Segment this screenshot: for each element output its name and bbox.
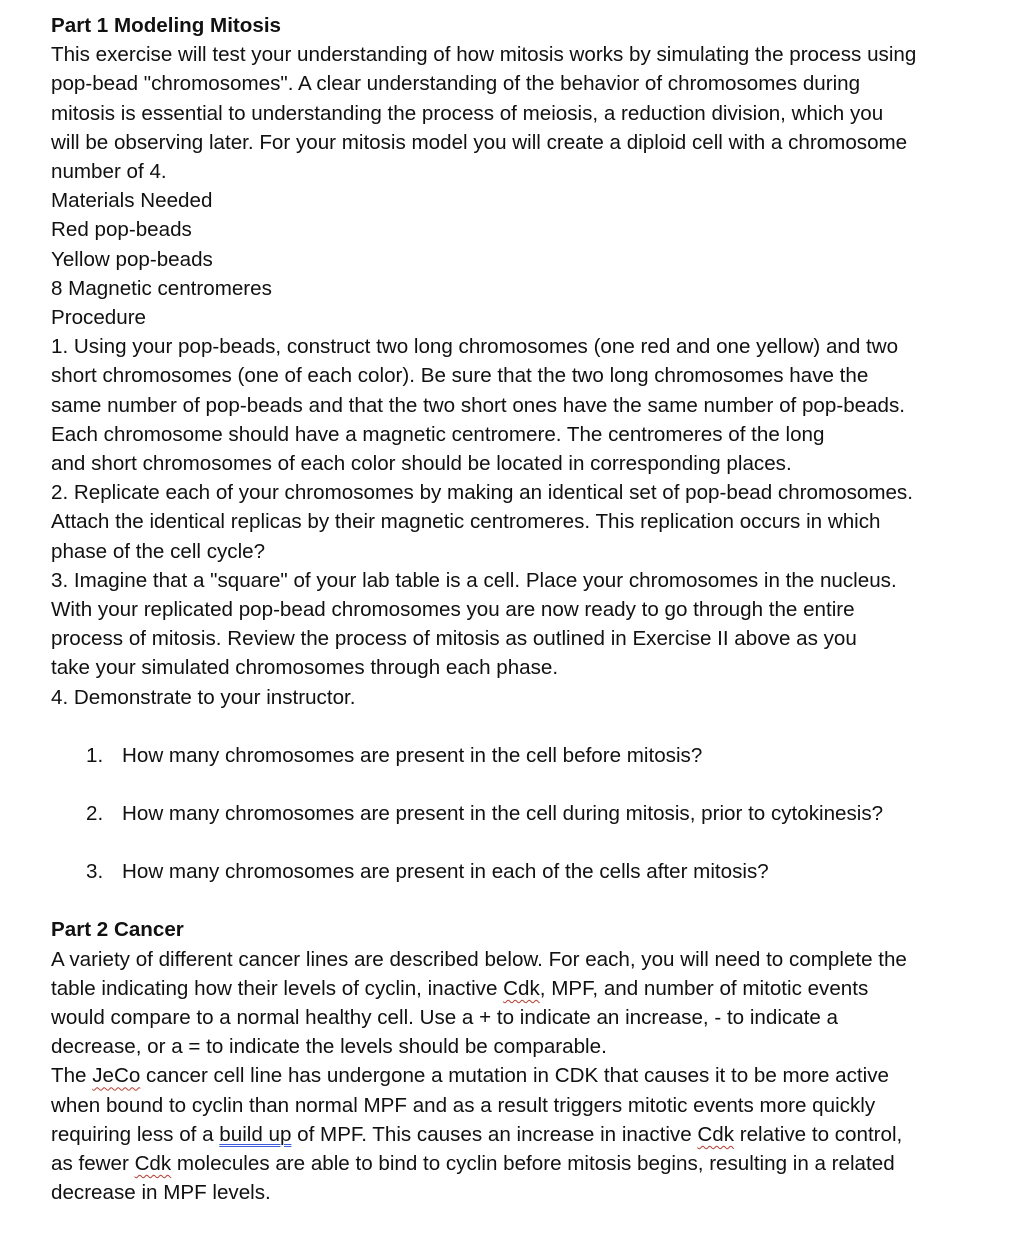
part2-intro-line bbox=[51, 974, 996, 1003]
procedure-line: 2. Replicate each of your chromosomes by making an identical set of pop-bead chromosomes. bbox=[51, 481, 913, 505]
procedure-heading: Procedure bbox=[51, 306, 147, 330]
jeco-line bbox=[51, 1149, 996, 1178]
text-run: table indicating how their levels of cyclin, inactive bbox=[51, 976, 504, 1000]
materials-heading: Materials Needed bbox=[51, 189, 213, 213]
part1-heading: Part 1 Modeling Mitosis bbox=[51, 14, 281, 37]
part1-intro-line: mitosis is essential to understanding the process of meiosis, a reduction division, which you bbox=[51, 101, 884, 125]
text-run: as fewer bbox=[51, 1152, 135, 1176]
spellcheck-word: JeCo bbox=[92, 1064, 141, 1088]
jeco-line bbox=[51, 1061, 996, 1090]
text-run: molecules are able to bind to cyclin before mitosis begins, resulting in a related bbox=[171, 1152, 895, 1176]
question-number: 1. bbox=[86, 743, 104, 767]
grammar-check-phrase: build up bbox=[219, 1122, 292, 1146]
question-text: How many chromosomes are present in each of the cells after mitosis? bbox=[122, 860, 769, 884]
procedure-line: process of mitosis. Review the process of mitosis as outlined in Exercise II above as you bbox=[51, 627, 857, 651]
question-text: How many chromosomes are present in the cell before mitosis? bbox=[122, 743, 703, 767]
part1-intro-line: pop-bead "chromosomes". A clear understanding of the behavior of chromosomes during bbox=[51, 72, 861, 96]
part2-intro-line: decrease, or a = to indicate the levels should be comparable. bbox=[51, 1035, 607, 1059]
procedure-line: Attach the identical replicas by their magnetic centromeres. This replication occurs in which bbox=[51, 510, 881, 534]
procedure-line: same number of pop-beads and that the two short ones have the same number of pop-beads. bbox=[51, 393, 906, 417]
text-run: The bbox=[51, 1064, 93, 1088]
procedure-line: With your replicated pop-bead chromosomes you are now ready to go through the entire bbox=[51, 598, 855, 622]
question-number: 3. bbox=[86, 860, 104, 884]
procedure-line: short chromosomes (one of each color). Be sure that the two long chromosomes have the bbox=[51, 364, 869, 388]
materials-item: 8 Magnetic centromeres bbox=[51, 276, 272, 300]
jeco-line: decrease in MPF levels. bbox=[51, 1181, 271, 1205]
spellcheck-word: Cdk bbox=[134, 1152, 172, 1176]
part1-intro-line: number of 4. bbox=[51, 160, 167, 184]
question-item bbox=[86, 799, 996, 828]
question-text: How many chromosomes are present in the cell during mitosis, prior to cytokinesis? bbox=[122, 802, 884, 826]
jeco-line bbox=[51, 1120, 996, 1149]
jeco-line: when bound to cyclin than normal MPF and as a result triggers mitotic events more quickly bbox=[51, 1093, 876, 1117]
part1-intro-line: This exercise will test your understanding of how mitosis works by simulating the process using bbox=[51, 43, 917, 67]
spellcheck-word: Cdk bbox=[503, 976, 540, 1000]
text-run: of MPF. This causes an increase in inactive bbox=[291, 1122, 698, 1146]
procedure-line: 3. Imagine that a "square" of your lab table is a cell. Place your chromosomes in the nucleus. bbox=[51, 568, 897, 592]
procedure-line: and short chromosomes of each color should be located in corresponding places. bbox=[51, 452, 792, 476]
procedure-line: 4. Demonstrate to your instructor. bbox=[51, 685, 356, 709]
text-run: requiring less of a bbox=[51, 1122, 220, 1146]
text-run: relative to control, bbox=[734, 1122, 903, 1146]
procedure-line: 1. Using your pop-beads, construct two long chromosomes (one red and one yellow) and two bbox=[51, 335, 899, 359]
procedure-line: take your simulated chromosomes through each phase. bbox=[51, 656, 559, 680]
text-run: , MPF, and number of mitotic events bbox=[539, 976, 869, 1000]
part2-intro-line: would compare to a normal healthy cell. Use a + to indicate an increase, - to indicate a bbox=[51, 1006, 838, 1030]
part2-section bbox=[51, 915, 996, 1207]
procedure-line: phase of the cell cycle? bbox=[51, 539, 266, 563]
question-item bbox=[86, 741, 996, 770]
part1-intro-line: will be observing later. For your mitosis model you will create a diploid cell with a chromosome bbox=[51, 130, 908, 154]
document bbox=[51, 11, 996, 1207]
question-list bbox=[51, 741, 996, 887]
text-run: cancer cell line has undergone a mutation in CDK that causes it to be more active bbox=[140, 1064, 889, 1088]
question-item bbox=[86, 857, 996, 886]
question-number: 2. bbox=[86, 802, 104, 826]
part2-intro-line: A variety of different cancer lines are described below. For each, you will need to complete the bbox=[51, 947, 907, 971]
materials-item: Red pop-beads bbox=[51, 218, 192, 242]
part2-heading: Part 2 Cancer bbox=[51, 918, 184, 942]
procedure-line: Each chromosome should have a magnetic centromere. The centromeres of the long bbox=[51, 422, 825, 446]
spellcheck-word: Cdk bbox=[697, 1122, 735, 1146]
materials-item: Yellow pop-beads bbox=[51, 247, 213, 271]
